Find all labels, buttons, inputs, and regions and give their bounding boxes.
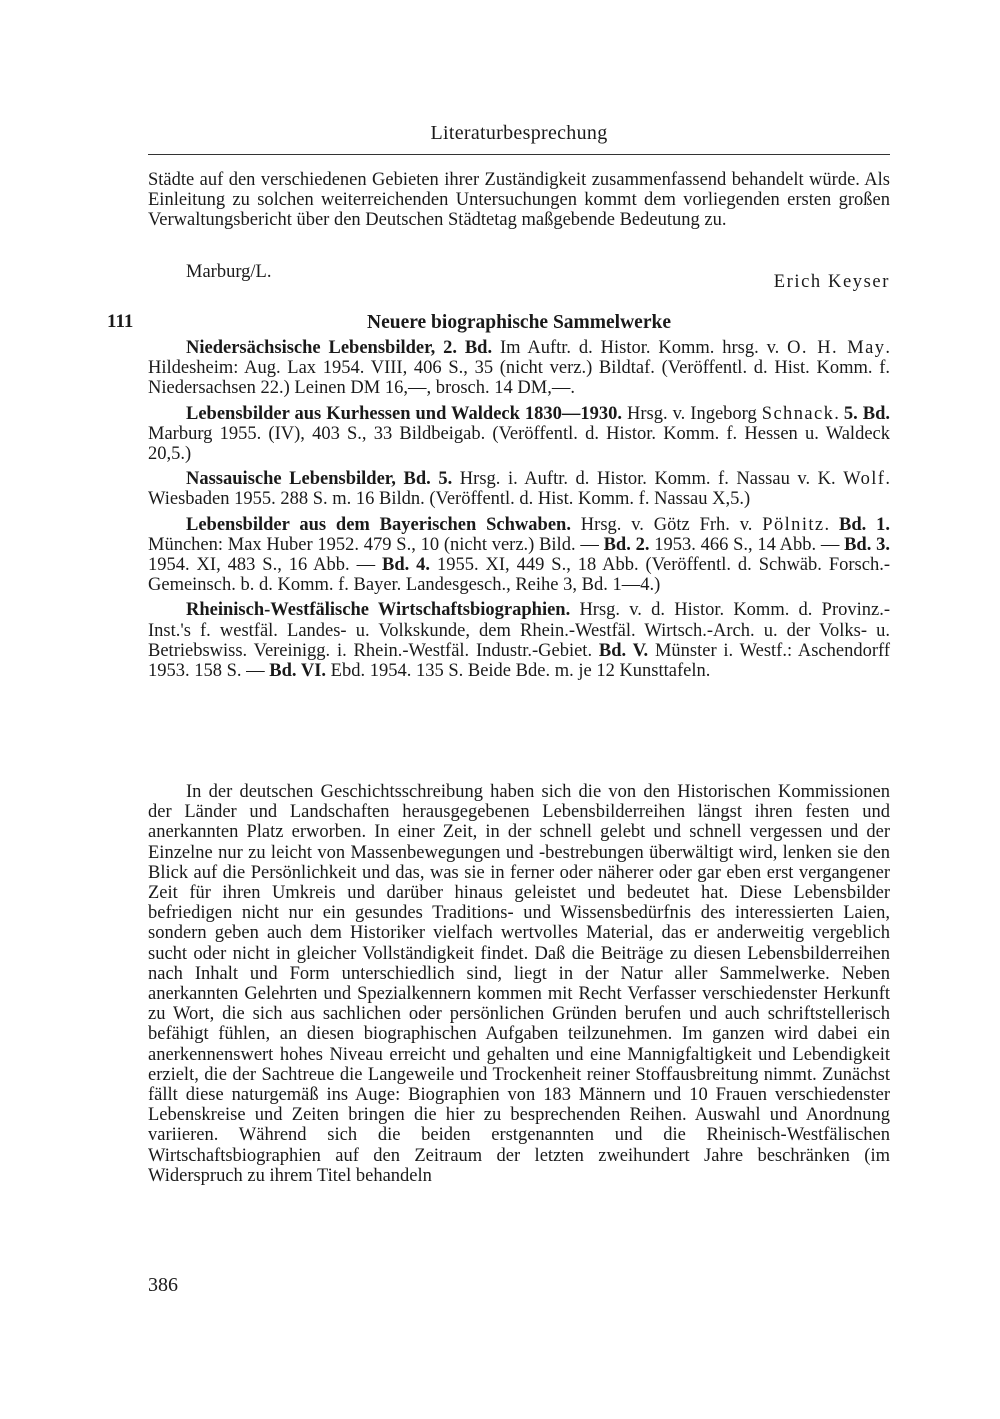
reference-volume: Bd. 4.: [382, 555, 431, 576]
intro-paragraph: Städte auf den verschiedenen Gebieten ihrer Zuständigkeit zusammenfassend behandelt würde. Als Einleitung zu solchen weiterreichenden Untersuchungen kommt dem vorliegenden ersten großen Verwaltungsbericht über den Deutschen Städtetag maßgebende Bedeutung zu.: [148, 170, 890, 231]
reference-entry: [148, 404, 890, 465]
section-title: Neuere biographische Sammelwerke: [366, 312, 671, 333]
reference-text: Hrsg. i. Auftr. d. Histor. Komm. f. Nassau v. K.: [452, 469, 844, 490]
body-paragraph: In der deutschen Geschichtsschreibung haben sich die von den Historischen Kommissionen der Länder und Landschaften herausgegebenen Lebensbilderreihen längst ihren festen und anerkannten Platz erworben. In einer Zeit, in der schnell gelebt und schnell vergessen und der Einzelne nur zu leicht von Massenbewegungen und -bestrebungen überwältigt wird, lenken sie den Blick auf die Persönlichkeit und das, was sie in ferner oder näherer oder gar eben erst vergangener Zeit für ihren Umkreis und darüber hinaus geleistet und bedeutet hat. Diese Lebensbilder befriedigen nicht nur ein gesundes Traditions- und Wissensbedürfnis des interessierten Laien, sondern geben auch dem Historiker vielfach wertvolles Material, das er anderweitig vergeblich sucht oder nicht in gleicher Vollständigkeit findet. Daß die Beiträge zu diesen Lebensbilderreihen nach Inhalt und Form unterschiedlich sind, liegt in der Natur aller Sammelwerke. Neben anerkannten Gelehrten und Spezialkennern kommen mit Recht Verfasser verschiedenster Herkunft zu Wort, die sich aus sachlichen oder persönlichen Gründen berufen und auch schriftstellerisch befähigt fühlen, an diesen biographischen Aufgaben teilzunehmen. Im ganzen wird dabei ein anerkennenswert hohes Niveau erreicht und gehalten und eine Mannigfaltigkeit und Lebendigkeit erzielt, die der Sachtreue die Langeweile und Trockenheit reiner Stoffausbreitung nimmt. Zunächst fällt diese naturgemäß ins Auge: Biographien von 183 Männern und 10 Frauen verschiedenster Lebenskreise und Zeiten bringen die hier zu besprechenden Reihen. Auswahl und Anordnung variieren. Während sich die beiden erstgenannten und die Rheinisch-Westfälischen Wirtschaftsbiographien auf den Zeitraum der letzten zweihundert Jahre beschränken (im Widerspruch zu ihrem Titel behandeln: [148, 782, 890, 1186]
reference-text: .: [824, 514, 840, 535]
reference-text: Ebd. 1954. 135 S. Beide Bde. m. je 12 Kunsttafeln.: [326, 661, 711, 682]
reference-title: Lebensbilder aus Kurhessen und Waldeck 1830—1930.: [186, 403, 623, 424]
reference-editor: Wolf: [843, 469, 886, 490]
reference-text: Münster i. Westf.: Aschendorff 1953. 158 S. —: [148, 640, 890, 682]
reference-title: Nassauische Lebensbilder, Bd. 5.: [186, 469, 453, 490]
reference-volume: Bd. 2.: [603, 534, 650, 555]
reference-text: Im Auftr. d. Histor. Komm. hrsg. v.: [492, 338, 788, 358]
reference-text: 1955. XI, 449 S., 18 Abb. (Veröffentl. d. Schwäb. Forsch.-Gemeinsch. b. d. Komm. f. Bayer. Landesgesch., Reihe 3, Bd. 1—4.): [148, 555, 890, 596]
reference-entry: [148, 515, 890, 596]
reference-entry: [148, 600, 890, 681]
reference-entry: [148, 469, 890, 509]
reference-title: Niedersächsische Lebensbilder, 2. Bd.: [186, 338, 493, 358]
reference-volume: Bd. 1.: [839, 514, 890, 535]
reference-text: 1954. XI, 483 S., 16 Abb. —: [148, 555, 382, 576]
reference-volume: Bd. VI.: [269, 661, 327, 682]
running-head: Literaturbesprechung: [430, 122, 608, 144]
header-rule: [148, 154, 890, 155]
page-number: 386: [148, 1274, 178, 1296]
reference-text: . Hildesheim: Aug. Lax 1954. VIII, 406 S., 35 (nicht verz.) Bildtaf. (Veröffentl. d. Hist. Komm. f. Niedersachsen 22.) Leinen DM 16,—, brosch. 14 DM,—.: [148, 338, 891, 399]
reference-editor: Pölnitz: [762, 514, 825, 535]
reference-editor: O. H. May: [787, 338, 886, 358]
reference-text: Hrsg. v. Götz Frh. v.: [570, 514, 763, 535]
reference-volume: Bd. 3.: [844, 534, 890, 555]
reference-text: Hrsg. v. Ingeborg: [622, 403, 762, 424]
reference-editor: Schnack: [761, 403, 835, 424]
reference-volume: Bd. V.: [598, 640, 649, 661]
reference-volume: 5. Bd.: [843, 403, 890, 424]
section-number: 111: [107, 311, 134, 332]
reference-entry: [148, 338, 890, 399]
reference-text: .: [834, 403, 844, 424]
review-body: [148, 782, 890, 1186]
reference-text: München: Max Huber 1952. 479 S., 10 (nicht verz.) Bild. —: [148, 534, 604, 555]
reference-text: . Wiesbaden 1955. 288 S. m. 16 Bildn. (Veröffentl. d. Hist. Komm. f. Nassau X,5.): [148, 469, 890, 510]
intro-block: [148, 170, 890, 231]
reference-list: [148, 338, 890, 686]
reference-title: Rheinisch-Westfälische Wirtschaftsbiographien.: [186, 600, 571, 621]
reference-title: Lebensbilder aus dem Bayerischen Schwaben.: [186, 514, 571, 535]
review-place: Marburg/L.: [186, 262, 272, 282]
reference-text: Hrsg. v. d. Histor. Komm. d. Provinz.-Inst.'s f. westfäl. Landes- u. Volkskunde, dem Rhein.-Westfäl. Wirtsch.-Arch. u. der Volks- u. Betriebswiss. Vereinigg. i. Rhein.-Westfäl. Industr.-Gebiet.: [148, 600, 890, 661]
reference-text: Marburg 1955. (IV), 403 S., 33 Bildbeigab. (Veröffentl. d. Histor. Komm. f. Hessen u. Waldeck 20,5.): [148, 423, 890, 465]
reference-text: 1953. 466 S., 14 Abb. —: [649, 534, 845, 555]
review-author: Erich Keyser: [773, 272, 890, 292]
